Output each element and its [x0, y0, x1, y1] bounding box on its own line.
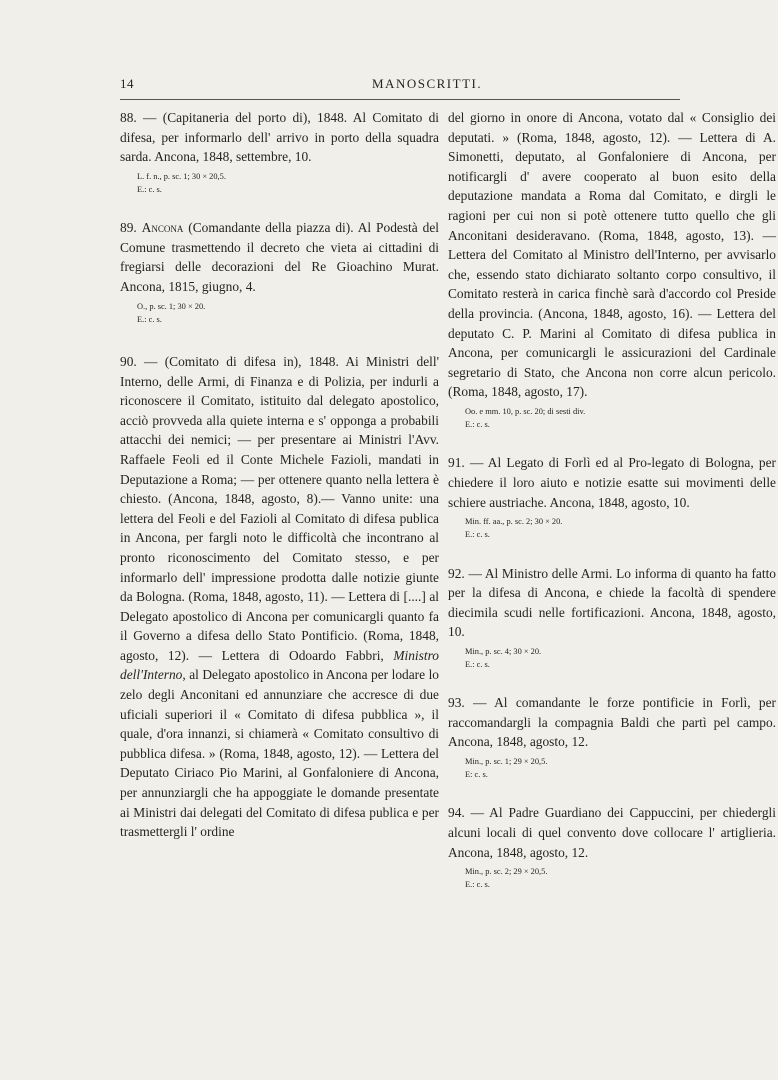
left-column	[120, 108, 439, 842]
entry-91	[448, 453, 776, 541]
entry-note	[465, 645, 776, 671]
entry-94	[448, 803, 776, 891]
entry-note	[465, 755, 776, 781]
note-edition: E.: c. s.	[137, 314, 162, 324]
note-edition: E: c. s.	[465, 770, 488, 780]
entry-text: 93. — Al comandante le forze pontificie in Forlì, per raccomandargli la compagnia Baldi che partì pel campo. Ancona, 1848, agosto, 12.	[448, 695, 776, 750]
entry-text: 94. — Al Padre Guardiano dei Cappuccini, per chiedergli alcuni locali di quel convento dove collocare l' artiglieria. Ancona, 1848, agosto, 12.	[448, 805, 776, 860]
entry-heading: Ancona	[141, 220, 184, 236]
note-description: Min., p. sc. 4; 30 × 20.	[465, 646, 542, 656]
note-edition: E.: c. s.	[465, 660, 490, 670]
entry-body: (Comandante della piazza di). Al Podestà del Comune trasmettendo il decreto che vieta ai cittadini di fregiarsi delle decorazioni del Re Gioachino Murat. Ancona, 1815, giugno, 4.	[120, 220, 439, 294]
entry-number: 89.	[120, 220, 137, 236]
entry-89	[120, 218, 439, 326]
entry-note	[465, 405, 776, 431]
page-header	[120, 76, 680, 96]
right-column	[448, 108, 776, 892]
entry-text: 92. — Al Ministro delle Armi. Lo informa di quanto ha fatto per la difesa di Ancona, e chiede la facoltà di spendere diecimila scudi nelle fortificazioni. Ancona, 1848, agosto, 10.	[448, 565, 776, 640]
entry-note	[465, 515, 776, 541]
entry-92	[448, 564, 776, 672]
note-edition: E.: c. s.	[465, 530, 490, 540]
entry-note	[137, 170, 439, 196]
entry-text	[120, 218, 439, 296]
entry-text: del giorno in onore di Ancona, votato dal « Consiglio dei deputati. » (Roma, 1848, agosto, 12). — Lettera di A. Simonetti, deputato, al Gonfaloniere di Ancona, per notificargli d' avere cooperato al buon esito della deputazione mandata a Roma dal Comitato, e dirgli le ragioni per cui non si potè ottenere tutto quello che gli Anconitani desideravano. (Roma, 1848, agosto, 13). — Lettera del Comitato al Ministro dell'Interno, per avvisarlo che, essendo stato dichiarato soltanto corpo consultivo, il Comitato resterà in carica finchè sarà d'accordo col Preside della provincia. (Ancona, 1848, agosto, 16). — Lettera del deputato C. P. Marini al Comitato di difesa publica in Ancona, per comunicargli le assicurazioni del Cardinale segretario di Stato, che Ancona non corre alcun pericolo. (Roma, 1848, agosto, 17).	[448, 110, 776, 400]
note-description: L. f. n., p. sc. 1; 30 × 20,5.	[137, 171, 226, 181]
note-edition: E.: c. s.	[465, 880, 490, 890]
note-description: Min., p. sc. 2; 29 × 20,5.	[465, 867, 548, 877]
entry-90	[120, 352, 439, 842]
note-edition: E.: c. s.	[137, 184, 162, 194]
note-description: Min., p. sc. 1; 29 × 20,5.	[465, 757, 548, 767]
note-description: Oo. e mm. 10, p. sc. 20; di sesti div.	[465, 406, 586, 416]
note-description: O., p. sc. 1; 30 × 20.	[137, 301, 206, 311]
entry-note	[137, 300, 439, 326]
page-number: 14	[120, 76, 134, 91]
running-head: MANOSCRITTI.	[372, 76, 483, 91]
entry-text: 91. — Al Legato di Forlì ed al Pro-legato di Bologna, per chiedere il loro aiuto e notizie esatte sui movimenti delle schiere austriache. Ancona, 1848, agosto, 10.	[448, 455, 776, 510]
entry-body-part-2: , al Delegato apostolico in Ancona per lodare lo zelo degli Anconitani ed annunziare che accresce di due uficiali superiori il « Comitato di difesa pubblica », il quale, d'ora innanzi, si chiamerà « Comitato consultivo di pubblica difesa. » (Roma, 1848, agosto, 12). — Lettera del Deputato Ciriaco Pio Marini, al Gonfaloniere di Ancona, per annunziargli che ha appoggiate le domande presentate ai Ministri dai delegati del Comitato di difesa publica e per trasmettergli l' ordine	[120, 667, 439, 840]
note-description: Min. ff. aa., p. sc. 2; 30 × 20.	[465, 517, 563, 527]
entry-93	[448, 693, 776, 781]
entry-text: 88. — (Capitaneria del porto di), 1848. Al Comitato di difesa, per informarlo dell' arrivo in porto della squadra sarda. Ancona, 1848, settembre, 10.	[120, 110, 439, 165]
note-edition: E.: c. s.	[465, 420, 490, 430]
entry-88	[120, 108, 439, 196]
entry-note	[465, 865, 776, 891]
header-rule	[120, 99, 680, 100]
entry-90-continued	[448, 108, 776, 431]
entry-text	[120, 352, 439, 842]
entry-italic-title: Ministro dell'Interno	[120, 647, 439, 683]
entry-body-part-1: 90. — (Comitato di difesa in), 1848. Ai Ministri dell' Interno, delle Armi, di Finanza e di Polizia, per indurli a riconoscere il Comitato, istituito dal delegato apostolico, acciò provveda alla quiete interna e s' opponga a probabili attacchi dei nemici; — per presentare ai Ministri l'Avv. Raffaele Feoli ed il Conte Michele Fazioli, mandati in Deputazione a Roma; — per ottenere quanto nella lettera è chiesto. (Ancona, 1848, agosto, 8).— Vanno unite: una lettera del Feoli e del Fazioli al Comitato di difesa publica in Ancona, per fargli noto le difficoltà che incontrano al pronto riconoscimento del Comitato stesso, e per informarlo dell' impressione prodotta dalle notizie giunte da Bologna. (Roma, 1848, agosto, 11). — Lettera di [....] al Delegato apostolico di Ancona per comunicargli quanto fa il Governo a difesa dello Stato Pontificio. (Roma, 1848, agosto, 12). — Lettera di Odoardo Fabbri,	[120, 353, 439, 663]
